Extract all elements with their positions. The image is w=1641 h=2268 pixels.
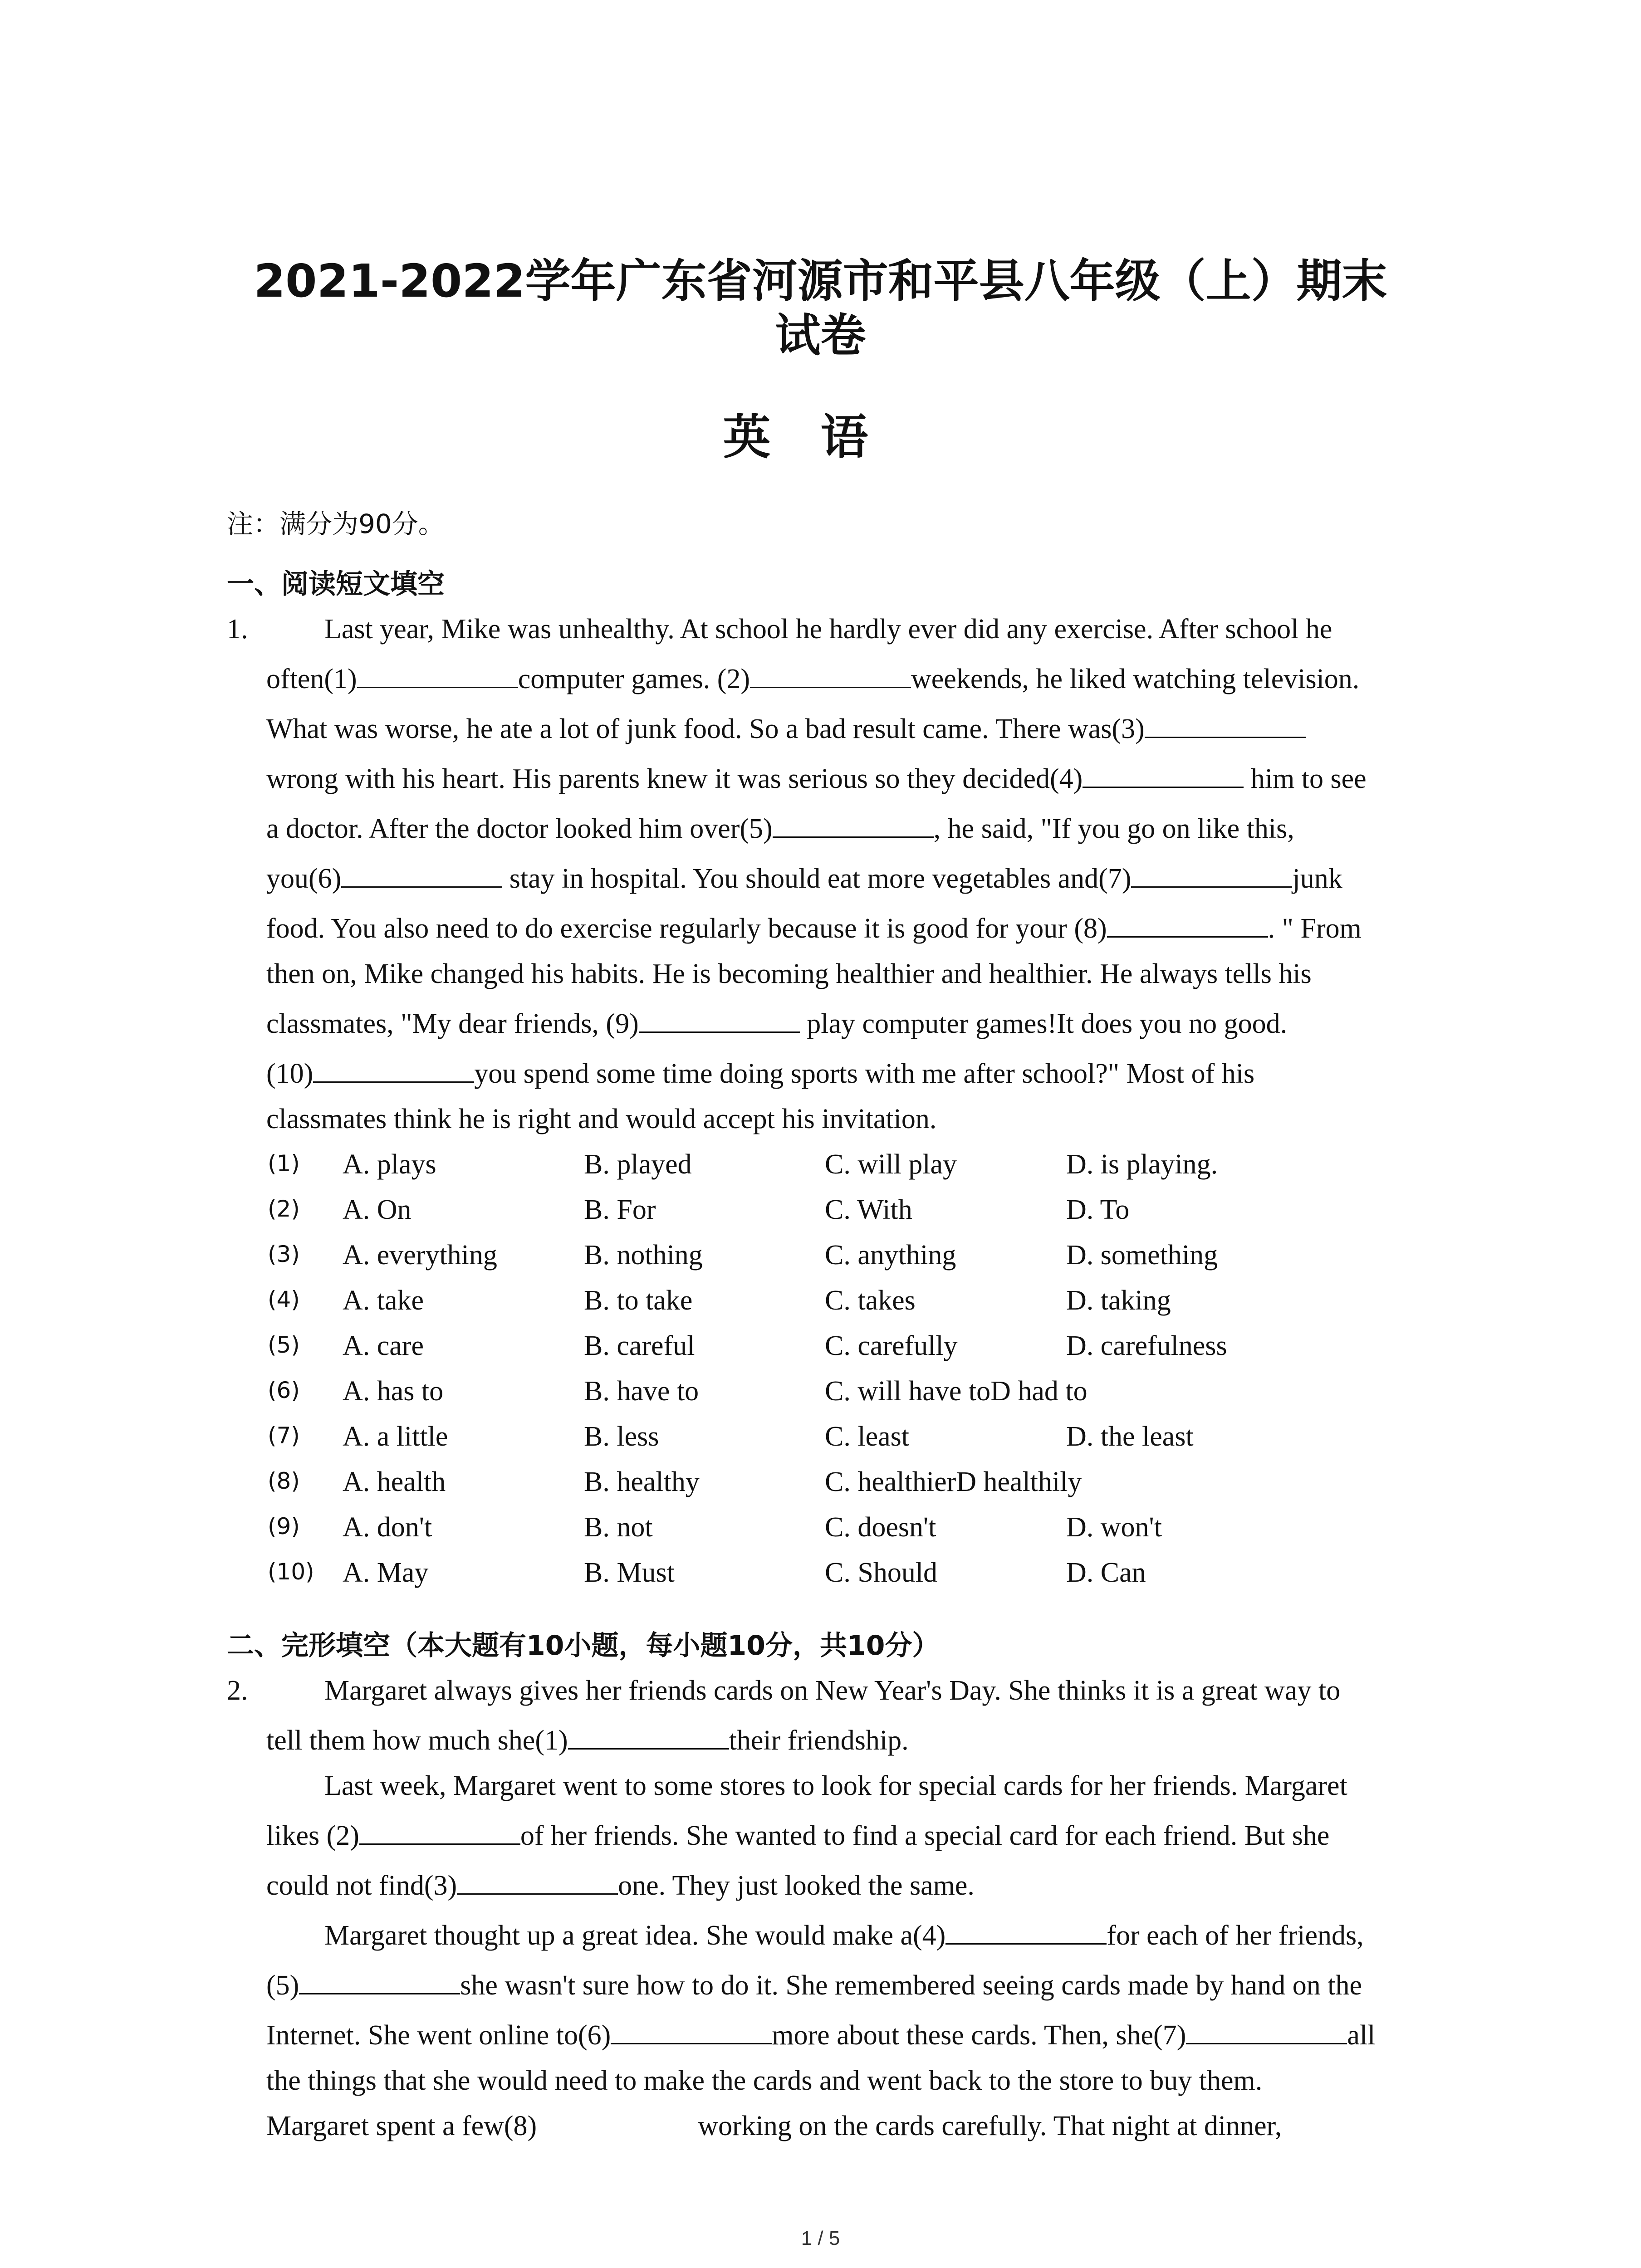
option-b[interactable]: B. nothing: [584, 1240, 703, 1271]
section1-heading: 一、阅读短文填空: [227, 568, 445, 600]
answer-blank[interactable]: [341, 863, 502, 888]
passage1-line: classmates think he is right and would accept his invitation.: [266, 1104, 937, 1134]
option-c[interactable]: C. anything: [825, 1240, 956, 1271]
option-row-number: (7): [268, 1422, 300, 1449]
passage2-line: could not find(3) one. They just looked the same.: [266, 1870, 975, 1901]
option-row-number: (5): [268, 1332, 300, 1358]
answer-blank[interactable]: [1145, 713, 1306, 738]
passage1-line: classmates, "My dear friends, (9) play computer games!It does you no good.: [266, 1008, 1288, 1039]
passage2-line: tell them how much she(1) their friendship.: [266, 1725, 909, 1756]
option-a[interactable]: A. don't: [343, 1512, 432, 1543]
passage1-line: you(6) stay in hospital. You should eat more vegetables and(7) junk: [266, 863, 1342, 894]
option-b[interactable]: B. less: [584, 1421, 659, 1452]
option-d[interactable]: D. Can: [1066, 1557, 1146, 1588]
option-c[interactable]: C. least: [825, 1421, 909, 1452]
passage1-line: What was worse, he ate a lot of junk food. So a bad result came. There was(3): [266, 713, 1464, 745]
option-b[interactable]: B. played: [584, 1149, 692, 1180]
option-b[interactable]: B. to take: [584, 1285, 693, 1316]
option-c[interactable]: C. takes: [825, 1285, 916, 1316]
passage1-line: often(1) computer games. (2) weekends, he liked watching television.: [266, 664, 1360, 694]
answer-blank[interactable]: [945, 1920, 1107, 1945]
option-b[interactable]: B. healthy: [584, 1466, 700, 1497]
option-a[interactable]: A. health: [343, 1466, 446, 1497]
passage2-line: Margaret thought up a great idea. She would make a(4) for each of her friends,: [324, 1920, 1364, 1951]
answer-blank[interactable]: [568, 1725, 729, 1750]
option-b[interactable]: B. not: [584, 1512, 653, 1543]
option-c[interactable]: C. healthierD healthily: [825, 1466, 1082, 1497]
option-a[interactable]: A. plays: [343, 1149, 436, 1180]
option-c[interactable]: C. carefully: [825, 1330, 958, 1361]
exam-title-line2: 试卷: [775, 309, 866, 362]
option-row-number: (3): [268, 1241, 300, 1267]
option-row-number: (4): [268, 1286, 300, 1313]
option-d[interactable]: D. To: [1066, 1194, 1130, 1225]
option-d[interactable]: D. something: [1066, 1240, 1218, 1271]
option-row-number: (2): [268, 1196, 300, 1222]
subject-title: 英语: [723, 410, 918, 465]
passage2-line: Margaret spent a few(8) working on the cards carefully. That night at dinner,: [266, 2111, 1282, 2141]
option-c[interactable]: C. will have toD had to: [825, 1376, 1087, 1407]
passage1-line: a doctor. After the doctor looked him over(5) , he said, "If you go on like this,: [266, 813, 1294, 844]
option-c[interactable]: C. doesn't: [825, 1512, 936, 1543]
answer-blank[interactable]: [357, 663, 518, 688]
option-row-number: (1): [268, 1150, 300, 1177]
answer-blank[interactable]: [1186, 2019, 1347, 2044]
answer-blank[interactable]: [313, 1058, 474, 1083]
option-d[interactable]: D. carefulness: [1066, 1330, 1227, 1361]
question2-number: 2.: [227, 1675, 248, 1706]
option-b[interactable]: B. have to: [584, 1376, 699, 1407]
passage2-line: Internet. She went online to(6) more about these cards. Then, she(7) all: [266, 2020, 1376, 2051]
passage2-line: likes (2) of her friends. She wanted to find a special card for each friend. But she: [266, 1820, 1330, 1851]
passage2-line: Last week, Margaret went to some stores to look for special cards for her friends. Margaret: [324, 1770, 1347, 1801]
option-b[interactable]: B. For: [584, 1194, 656, 1225]
answer-blank[interactable]: [457, 1870, 618, 1895]
answer-blank[interactable]: [1083, 763, 1244, 788]
passage1-line: Last year, Mike was unhealthy. At school he hardly ever did any exercise. After school he: [324, 614, 1332, 645]
question1-number: 1.: [227, 614, 248, 645]
passage1-line: wrong with his heart. His parents knew it was serious so they decided(4) him to see: [266, 763, 1367, 794]
option-a[interactable]: A. care: [343, 1330, 424, 1361]
passage1-line: food. You also need to do exercise regularly because it is good for your (8) . " From: [266, 913, 1362, 944]
option-b[interactable]: B. careful: [584, 1330, 695, 1361]
option-d[interactable]: D. the least: [1066, 1421, 1194, 1452]
option-a[interactable]: A. has to: [343, 1376, 444, 1407]
option-a[interactable]: A. May: [343, 1557, 429, 1588]
passage1-line: then on, Mike changed his habits. He is becoming healthier and healthier. He always tells his: [266, 958, 1312, 989]
answer-blank[interactable]: [359, 1820, 520, 1845]
option-row-number: (8): [268, 1468, 300, 1494]
option-c[interactable]: C. Should: [825, 1557, 938, 1588]
option-row-number: (6): [268, 1377, 300, 1403]
option-a[interactable]: A. everything: [343, 1240, 497, 1271]
option-d[interactable]: D. won't: [1066, 1512, 1162, 1543]
answer-blank[interactable]: [773, 813, 934, 838]
answer-blank[interactable]: [750, 663, 911, 688]
option-row-number: (9): [268, 1513, 300, 1540]
passage2-line: the things that she would need to make the cards and went back to the store to buy them.: [266, 2065, 1263, 2096]
option-c[interactable]: C. will play: [825, 1149, 957, 1180]
option-b[interactable]: B. Must: [584, 1557, 675, 1588]
page-number: 1 / 5: [801, 2227, 840, 2249]
option-c[interactable]: C. With: [825, 1194, 912, 1225]
passage2-line: Margaret always gives her friends cards on New Year's Day. She thinks it is a great way to: [324, 1675, 1341, 1706]
answer-blank[interactable]: [1131, 863, 1292, 888]
answer-blank[interactable]: [299, 1970, 460, 1994]
option-d[interactable]: D. taking: [1066, 1285, 1171, 1316]
section2-heading: 二、完形填空（本大题有10小题，每小题10分，共10分）: [227, 1630, 940, 1662]
answer-blank[interactable]: [639, 1008, 800, 1033]
exam-title-line1: 2021-2022学年广东省河源市和平县八年级（上）期末: [254, 254, 1387, 308]
answer-blank[interactable]: [1107, 913, 1268, 938]
option-d[interactable]: D. is playing.: [1066, 1149, 1218, 1180]
answer-blank[interactable]: [611, 2019, 772, 2044]
option-a[interactable]: A. On: [343, 1194, 411, 1225]
option-row-number: (10): [268, 1559, 314, 1585]
option-a[interactable]: A. a little: [343, 1421, 448, 1452]
score-note: 注：满分为90分。: [227, 508, 445, 539]
passage2-line: (5) she wasn't sure how to do it. She remembered seeing cards made by hand on the: [266, 1970, 1362, 2001]
option-a[interactable]: A. take: [343, 1285, 424, 1316]
passage1-line: (10) you spend some time doing sports with me after school?" Most of his: [266, 1058, 1255, 1089]
answer-blank[interactable]: [537, 2112, 698, 2135]
